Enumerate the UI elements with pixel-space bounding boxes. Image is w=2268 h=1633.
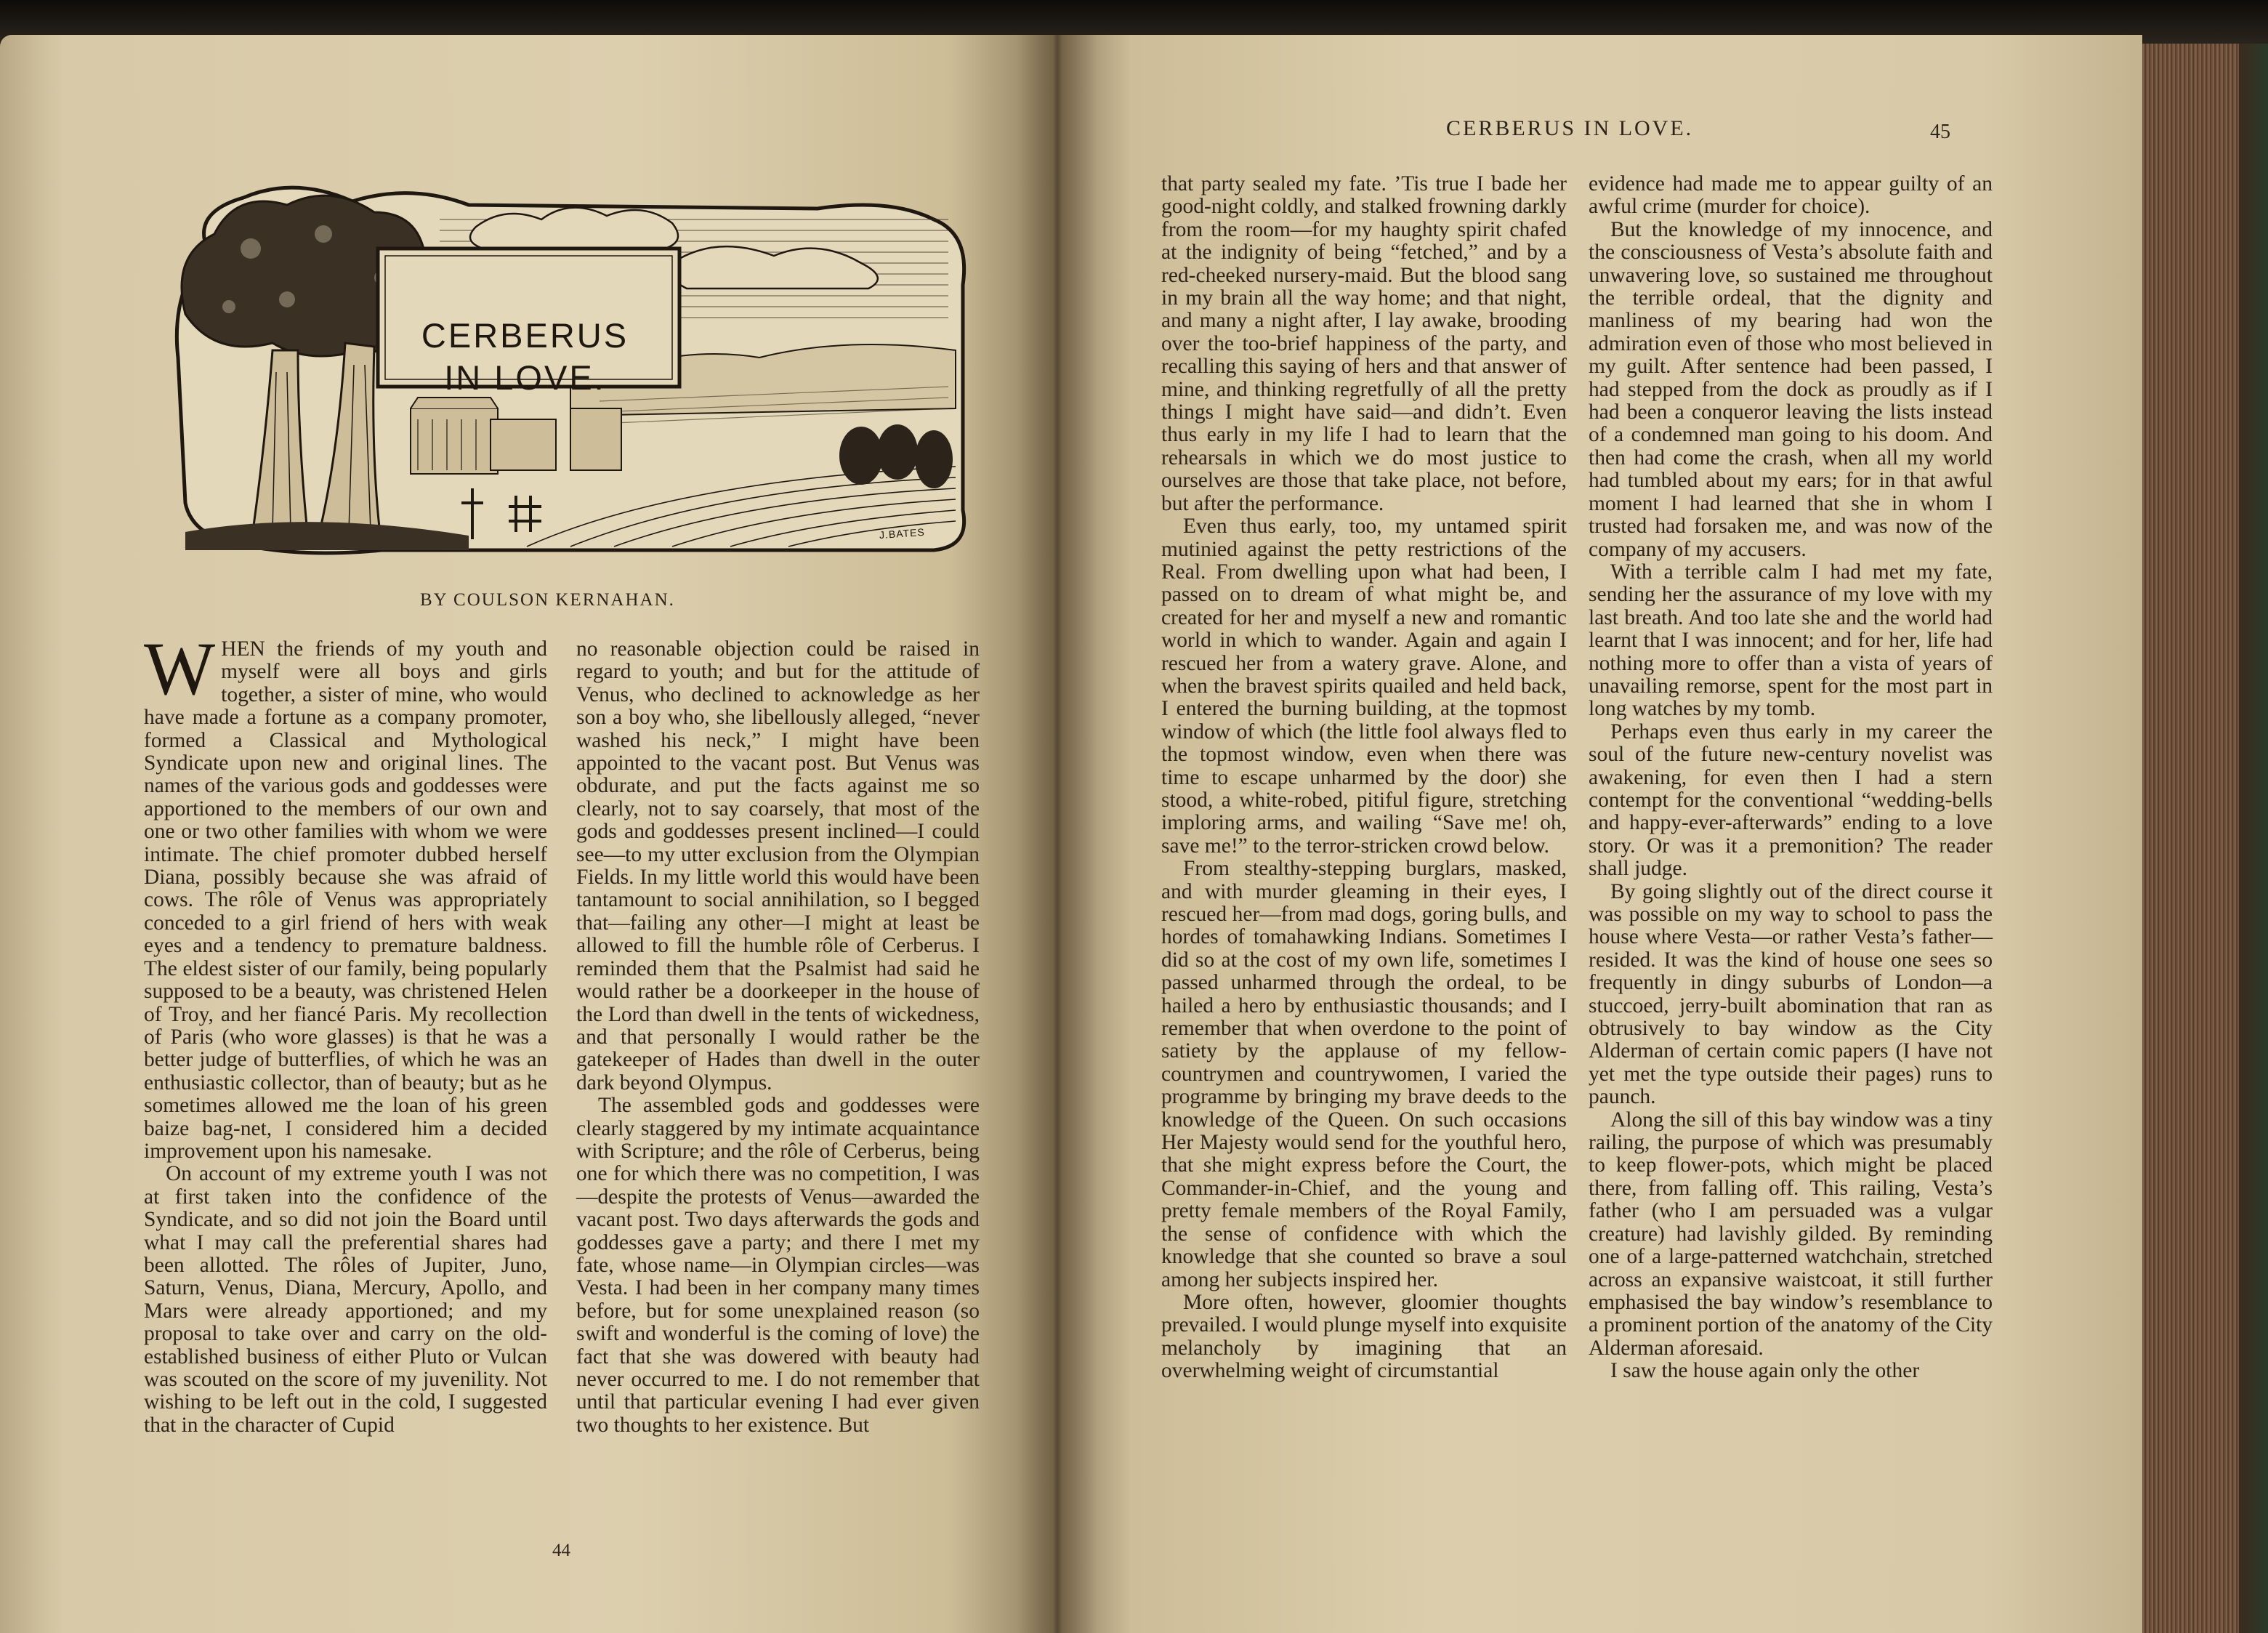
- paragraph: I saw the house again only the other: [1610, 1359, 1920, 1383]
- paragraph: no reasonable objection could be raised in regard to youth; and but for the attitude of Venus, who declined to acknowledge as her son a boy who, she libellously alleged, “never washed his neck,” I might have been appointed to the vacant post. But Venus was obdurate, and put the facts against me so clearly, not to say coarsely, that most of the gods and goddesses present inclined—I could see—to my utter exclusion from the Olympian Fields. In my little world this would have been tantamount to social annihilation, so I begged that—failing any other—I might at least be allowed to fill the humble rôle of Cerberus. I reminded them that the Psalmist had said he would rather be a doorkeeper in the house of the Lord than dwell in the tents of wickedness, and that personally I would rather be the gatekeeper of Hades than dwell in the outer dark beyond Olympus.: [576, 637, 980, 1094]
- paragraph: Perhaps even thus early in my career the soul of the future new-century novelist was awakening, for even then I had a stern contempt for the conventional “wedding-bells and happy-ever-afterwards” ending to a love story. Or was it a premonition? The reader shall judge.: [1589, 719, 1993, 881]
- paragraph: By going slightly out of the direct course it was possible on my way to school to pass the house where Vesta—or rather Vesta’s father—resided. It was the kind of house one sees so frequently in dingy suburbs of London—a stuccoed, jerry-built abomination that ran as obtrusively to bay window as the City Alderman of certain comic papers (I have not yet met the type outside their pages) runs to paunch.: [1589, 879, 1993, 1109]
- paragraph: The assembled gods and goddesses were clearly staggered by my intimate acquaintance with Scripture; and the rôle of Cerberus, being one for which there was no competition, I was—despite the protests of Venus—awarded the vacant post. Two days afterwards the gods and goddesses gave a party; and there I met my fate, whose name—in Olympian circles—was Vesta. I had been in her company many times before, but for some unexplained reason (so swift and wonderful is the coming of love) the fact that she was dowered with beauty had never occurred to me. I do not remember that until that particular evening I had ever given two thoughts to her existence. But: [576, 1094, 980, 1437]
- paragraph: that party sealed my fate. ’Tis true I bade her good-night coldly, and stalked frowning darkly from the room—for my haughty spirit chafed at the indignity of being “fetched,” and by a red-cheeked nursery-maid. But the blood sang in my brain all the way home; and that night, and many a night after, I lay awake, brooding over the too-brief happiness of the party, and recalling this saying of hers and that answer of mine, and thinking regretfully of all the pretty things I might have said—and didn’t. Even thus early in my life I had to learn that the rehearsals in which we do most justice to ourselves are those that take place, not before, but after the performance.: [1161, 172, 1567, 515]
- title-line-1: CERBERUS: [421, 316, 629, 355]
- right-column-2: [1589, 173, 1993, 1383]
- left-column-2: [576, 638, 980, 1437]
- paragraph: With a terrible calm I had met my fate, sending her the assurance of my love with my last breath. And too late she and the world had learnt that I was innocent; and for her, life had nothing more to offer than a vista of years of unavailing remorse, spent for the most part in long watches by my tomb.: [1589, 560, 1993, 721]
- running-head: CERBERUS IN LOVE.: [1446, 116, 1694, 140]
- paragraph: Along the sill of this bay window was a tiny railing, the purpose of which was presumably to keep flower-pots, which might be placed there, from falling off. This railing, Vesta’s father (who I am persuaded was a vulgar creature) had lavishly gilded. By reminding one of a large-patterned watchchain, stretched across an expansive waistcoat, it still further emphasised the bay window’s resemblance to a prominent portion of the anatomy of the City Alderman aforesaid.: [1589, 1108, 1993, 1360]
- byline: BY COULSON KERNAHAN.: [420, 590, 675, 610]
- right-page: [1055, 35, 2142, 1633]
- illustrator-signature: J.BATES: [879, 525, 926, 541]
- paragraph: Even thus early, too, my untamed spirit mutinied against the petty restrictions of the Real. From dwelling upon what had been, I passed on to dream of what might be, and created for her and myself a new and romantic world in which to wander. Again and again I rescued her from a watery grave. Alone, and when the bravest spirits quailed and held back, I entered the burning building, at the topmost window of which (the little fool always fled to the topmost window, even when there was time to escape unharmed by the door) she stood, a white-robed, pitiful figure, stretching imploring arms, and wailing “Save me! oh, save me!” to the terror-stricken crowd below.: [1161, 515, 1567, 858]
- right-column-1: [1161, 173, 1567, 1383]
- article-title: [378, 297, 672, 435]
- left-page: [0, 35, 1055, 1633]
- page-edges: [2142, 44, 2268, 1633]
- paragraph: evidence had made me to appear guilty of an awful crime (murder for choice).: [1589, 172, 1993, 219]
- page-number-left: 44: [552, 1541, 570, 1560]
- page-number-right: 45: [1930, 121, 1950, 143]
- paragraph: More often, however, gloomier thoughts prevailed. I would plunge myself into exquisite melancholy by imagining that an overwhelming weight of circumstantial: [1161, 1290, 1567, 1383]
- paragraph: [144, 627, 547, 1163]
- title-line-2: IN LOVE.: [444, 358, 606, 397]
- left-column-1: [144, 627, 547, 1437]
- paragraph: From stealthy-stepping burglars, masked, and with murder gleaming in their eyes, I rescued her—from mad dogs, goring bulls, and hordes of tomahawking Indians. Sometimes I did so at the cost of my own life, sometimes I passed unharmed through the ordeal, to be hailed a hero by enthusiastic thousands; and I remember that when overdone to the point of satiety by the applause of my fellow-countrymen and countrywomen, I varied the programme by bringing my brave deeds to the knowledge of the Queen. On such occasions Her Majesty would send for the youthful hero, that she might express before the Court, the Commander-in-Chief, and the young and pretty female members of the Royal Family, the sense of confidence with which the knowledge that she counted so brave a soul among her subjects inspired her.: [1161, 857, 1567, 1291]
- paragraph-text: HEN the friends of my youth and myself were all boys and girls together, a sister of mine, who would have made a fortune as a company promoter, formed a Classical and Mythological Syndicate upon new and original lines. The names of the various gods and goddesses were apportioned to the members of our own and one or two other families with whom we were intimate. The chief promoter dubbed herself Diana, possibly because she was afraid of cows. The rôle of Venus was appropriately conceded to a girl friend of hers with weak eyes and a tendency to premature baldness. The eldest sister of our family, being popularly supposed to be a beauty, was christened Helen of Troy, and her fiancé Paris. My recollection of Paris (who wore glasses) is that he was a better judge of butterflies, of which he was an enthusiastic collector, than of beauty; but as he sometimes allowed me the loan of his green baize bag-net, I considered him a decided improvement upon his namesake.: [144, 637, 547, 1163]
- paragraph: On account of my extreme youth I was not at first taken into the confidence of the Syndicate, and so did not join the Board until what I may call the preferential shares had been allotted. The rôles of Jupiter, Juno, Saturn, Venus, Diana, Mercury, Apollo, and Mars were already apportioned; and my proposal to take over and carry on the old-established business of either Pluto or Vulcan was scouted on the score of my juvenility. Not wishing to be left out in the cold, I suggested that in the character of Cupid: [144, 1162, 547, 1437]
- drop-cap: W: [144, 627, 216, 711]
- paragraph: But the knowledge of my innocence, and the consciousness of Vesta’s absolute faith and unwavering love, so sustained me throughout the terrible ordeal, that the dignity and manliness of my bearing had won the admiration even of those who most believed in my guilt. After sentence had been passed, I had stepped from the dock as proudly as if I had been a conqueror leaving the lists instead of a condemned man going to his doom. And then had come the crash, when all my world had tumbled about my ears; for in that awful moment I had learned that she in whom I trusted had forsaken me, and was now of the company of my accusers.: [1589, 217, 1993, 561]
